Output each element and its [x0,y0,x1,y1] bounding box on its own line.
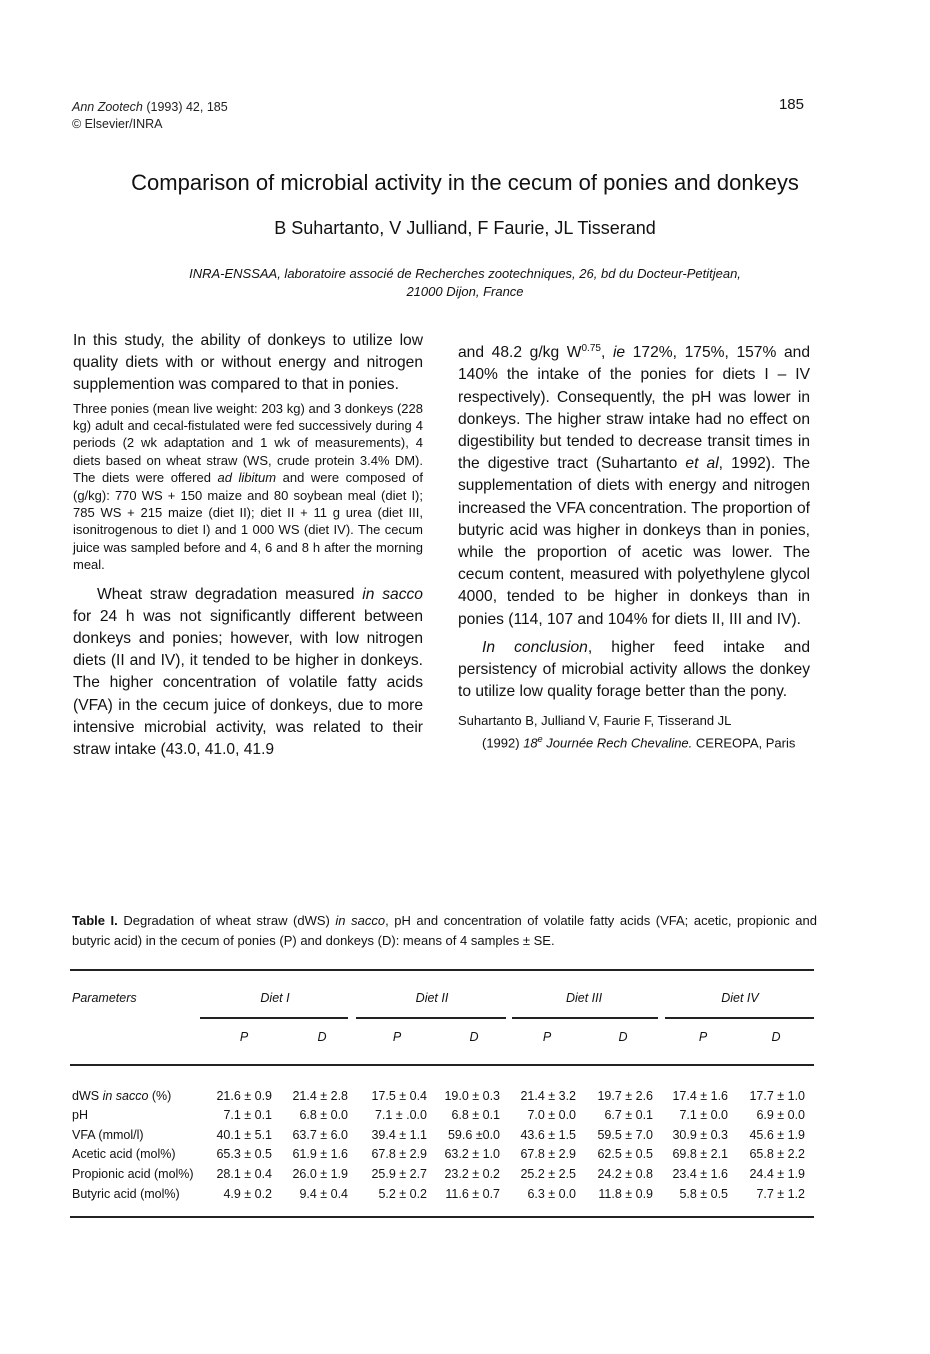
table-cell: 7.7 ± 1.2 [756,1187,805,1201]
reference-edition: 18 [523,735,538,751]
reference-publisher: CEREOPA, Paris [692,735,796,751]
table-cell: 67.8 ± 2.9 [520,1147,576,1161]
row-label: Butyric acid (mol%) [72,1187,180,1201]
diet-3-rule [512,1017,658,1019]
subgroup-header: D [618,1030,628,1044]
table-header-rule [70,1064,814,1066]
article-authors: B Suhartanto, V Julliand, F Faurie, JL Tisserand [274,218,656,238]
diet-header: Diet II [415,991,449,1005]
table-cell: 24.4 ± 1.9 [749,1167,805,1181]
table-bottom-rule [70,1216,814,1218]
parameters-header: Parameters [72,991,137,1005]
row-label: Propionic acid (mol%) [72,1167,194,1181]
subgroup-header: P [698,1030,708,1044]
table-cell: 6.8 ± 0.1 [451,1108,500,1122]
table-cell: 19.0 ± 0.3 [444,1089,500,1103]
table-cell: 23.2 ± 0.2 [444,1167,500,1181]
diet-1-rule [200,1017,348,1019]
table-cell: 21.4 ± 3.2 [520,1089,576,1103]
table-cell: 7.1 ± .0.0 [374,1108,427,1122]
table-cell: 17.7 ± 1.0 [749,1089,805,1103]
article-affiliation [40,265,890,301]
table-cell: 9.4 ± 0.4 [299,1187,348,1201]
table-cell: 6.9 ± 0.0 [756,1108,805,1122]
table-cell: 63.7 ± 6.0 [292,1128,348,1142]
right-column [458,338,810,753]
diet-4-rule [665,1017,814,1019]
table-cell: 11.8 ± 0.9 [598,1187,653,1201]
reference [458,711,810,752]
left-column [73,330,423,761]
copyright: © Elsevier/INRA [72,117,163,131]
diet-header: Diet III [565,991,603,1005]
results-italic: in sacco [362,585,423,603]
table-cell: 65.3 ± 0.5 [216,1147,272,1161]
diet-header: Diet I [260,991,290,1005]
table-top-rule [70,969,814,971]
row-label: dWS in sacco (%) [72,1089,172,1103]
conclusion-italic: In conclusion [482,638,588,656]
table-cell: 17.5 ± 0.4 [371,1089,427,1103]
table-cell: 45.6 ± 1.9 [749,1128,805,1142]
subgroup-header: P [542,1030,552,1044]
subgroup-header: D [771,1030,781,1044]
caption-italic: in sacco [335,913,386,928]
table-cell: 67.8 ± 2.9 [371,1147,427,1161]
table-cell: 65.8 ± 2.2 [749,1147,805,1161]
journal-name: Ann Zootech [72,100,143,114]
table-cell: 26.0 ± 1.9 [292,1167,348,1181]
table-cell: 25.9 ± 2.7 [371,1167,427,1181]
table-cell: 28.1 ± 0.4 [216,1167,272,1181]
row-label: VFA (mmol/l) [72,1128,144,1142]
table-cell: 39.4 ± 1.1 [371,1128,427,1142]
table-caption [72,911,817,951]
subgroup-header: D [469,1030,479,1044]
intro-paragraph: In this study, the ability of donkeys to utilize low quality diets with or without energy and nitrogen supplemention was compared to that in ponies. [73,332,423,394]
caption-text-b: , pH and concentration of volatile fatty acids (VFA; acetic, propionic and butyric acid) in the cecum of ponies (P) and donkeys (D): means of 4 samples ± SE. [72,913,817,948]
table-cell: 7.0 ± 0.0 [527,1108,576,1122]
conclusion-paragraph [458,637,810,704]
page-number: 185 [778,96,804,113]
journal-citation [72,99,228,133]
results-continued-paragraph [458,338,810,631]
table-cell: 17.4 ± 1.6 [672,1089,728,1103]
methods-italic: ad libitum [217,470,277,486]
row-label: pH [72,1108,88,1122]
reference-sup: e [537,734,543,745]
table-cell: 7.1 ± 0.0 [679,1108,728,1122]
subgroup-header: D [317,1030,327,1044]
table-cell: 63.2 ± 1.0 [444,1147,500,1161]
conclusion-text: , higher feed intake and persistency of microbial activity allows the donkey to utilize low quality forage better than the pony. [458,638,810,701]
table-cell: 59.5 ± 7.0 [597,1128,653,1142]
table-cell: 40.1 ± 5.1 [216,1128,272,1142]
table-label: Table I. [72,913,118,928]
table-cell: 6.3 ± 0.0 [527,1187,576,1201]
table-cell: 61.9 ± 1.6 [292,1147,348,1161]
diet-2-rule [356,1017,506,1019]
table-cell: 5.2 ± 0.2 [378,1187,427,1201]
subgroup-header: P [239,1030,249,1044]
journal-volume: (1993) 42, 185 [142,100,228,114]
reference-year: (1992) [482,735,524,751]
table-cell: 21.4 ± 2.8 [292,1089,348,1103]
cont-text-b: 172%, 175%, 157% and 140% the intake of the ponies for diets I – IV respectively). Consequently, the pH was lower in donkeys. The higher straw intake had no effect on digestibility but tended to decrease transit times in the digestive tract (Suhartanto [458,344,810,473]
table-cell: 19.7 ± 2.6 [597,1089,653,1103]
cont-text-a: and 48.2 g/kg W [458,344,582,362]
results-text-a: Wheat straw degradation measured [97,585,363,603]
table-cell: 59.6 ±0.0 [447,1128,500,1142]
table-cell: 30.9 ± 0.3 [672,1128,728,1142]
table-cell: 5.8 ± 0.5 [679,1187,728,1201]
diet-header: Diet IV [721,991,759,1005]
table-cell: 7.1 ± 0.1 [223,1108,272,1122]
subgroup-header: P [392,1030,402,1044]
cont-text-c: , 1992). The supplementation of diets with energy and nitrogen increased the VFA concentration. The proportion of butyric acid was higher in donkeys than in ponies, while the proportion of acetic was lower. The cecum content, measured with polyethylene glycol 4000, tended to be higher in donkeys than in ponies (114, 107 and 104% for diets II, III and IV). [458,455,810,628]
table-cell: 62.5 ± 0.5 [597,1147,653,1161]
results-paragraph [73,584,423,762]
article-title: Comparison of microbial activity in the cecum of ponies and donkeys [131,170,799,195]
row-label: Acetic acid (mol%) [72,1147,176,1161]
cont-italic-2: et al [685,455,719,473]
table-cell: 25.2 ± 2.5 [520,1167,576,1181]
table-cell: 69.8 ± 2.1 [672,1147,728,1161]
table-cell: 11.6 ± 0.7 [445,1187,500,1201]
methods-paragraph [73,400,423,574]
results-text-b: for 24 h was not significantly different between donkeys and ponies; however, with low nitrogen diets (II and IV), it tended to be higher in donkeys. The higher concentration of volatile fatty acids (VFA) in the cecum juice of donkeys, due to more intensive microbial activity, was related to their straw intake (43.0, 41.0, 41.9 [73,607,423,759]
table-cell: 43.6 ± 1.5 [520,1128,576,1142]
table-cell: 6.7 ± 0.1 [604,1108,653,1122]
affiliation-line-1: INRA-ENSSAA, laboratoire associé de Recherches zootechniques, 26, bd du Docteur-Petitjean, [189,266,741,281]
table-cell: 6.8 ± 0.0 [299,1108,348,1122]
methods-text-a: Three ponies (mean live weight: 203 kg) and 3 donkeys (228 kg) adult and cecal-fistulated were fed successively during 4 periods (2 wk adaptation and 1 wk of measurements), 4 diets based on wheat straw (WS, crude protein 3.4% DM). The diets were offered [73,400,423,486]
table-cell: 24.2 ± 0.8 [597,1167,653,1181]
table-cell: 4.9 ± 0.2 [223,1187,272,1201]
methods-text-b: and were composed of (g/kg): 770 WS + 150 maize and 80 soybean meal (diet I); 785 WS + 215 maize (diet II); diet II + 11 g urea (diet III, isonitrogenous to diet I) and 1 000 WS (diet IV). The cecum juice was sampled before and 4, 6 and 8 h after the morning meal. [73,470,423,573]
affiliation-line-2: 21000 Dijon, France [406,284,524,299]
cont-italic: ie [612,344,626,362]
cont-text-mid: , [600,344,613,362]
cont-superscript: 0.75 [581,343,601,354]
reference-venue: Journée Rech Chevaline. [542,735,693,751]
table-cell: 23.4 ± 1.6 [672,1167,728,1181]
reference-authors: Suhartanto B, Julliand V, Faurie F, Tisserand JL [458,713,732,729]
caption-text-a: Degradation of wheat straw (dWS) [117,913,336,928]
table-cell: 21.6 ± 0.9 [216,1089,272,1103]
